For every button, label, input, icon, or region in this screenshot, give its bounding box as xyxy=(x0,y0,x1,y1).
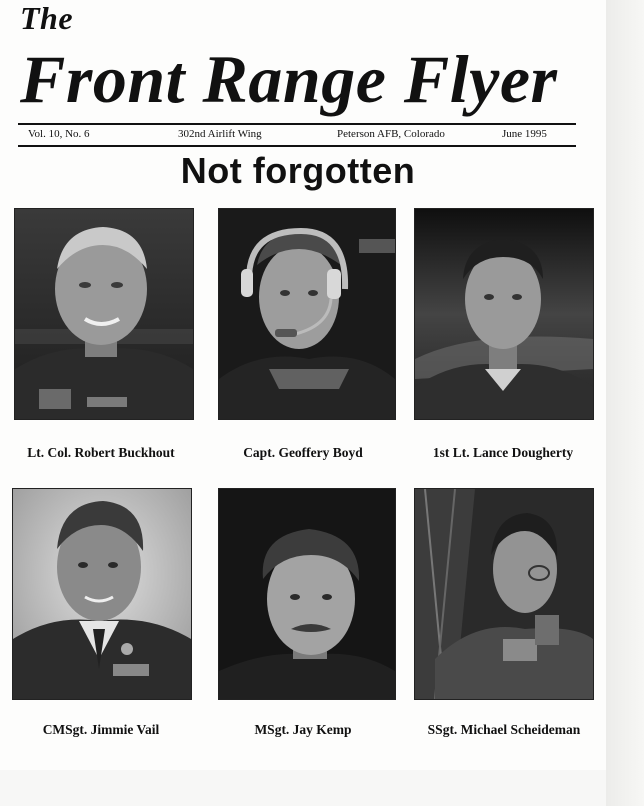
photo-caption: CMSgt. Jimmie Vail xyxy=(42,722,160,737)
issue-date: June 1995 xyxy=(502,128,547,140)
masthead-the: The xyxy=(20,0,74,36)
portrait-photo-kemp xyxy=(218,488,396,700)
portrait-photo-dougherty xyxy=(414,208,594,420)
masthead-rule-bottom xyxy=(18,145,576,147)
portrait-photo-buckhout xyxy=(14,208,194,420)
portrait-photo-boyd xyxy=(218,208,396,420)
photo-caption: Capt. Geoffery Boyd xyxy=(243,445,363,460)
issue-volume: Vol. 10, No. 6 xyxy=(28,128,90,140)
headline: Not forgotten xyxy=(180,150,416,191)
issue-info-bar xyxy=(18,127,576,144)
page-edge-shadow xyxy=(606,0,644,806)
page-bottom-margin xyxy=(0,770,606,806)
photo-caption: Lt. Col. Robert Buckhout xyxy=(27,445,175,460)
masthead-rule-top xyxy=(18,123,576,125)
photo-caption: 1st Lt. Lance Dougherty xyxy=(432,445,574,460)
issue-location: Peterson AFB, Colorado xyxy=(337,128,445,140)
photo-caption: MSgt. Jay Kemp xyxy=(254,722,352,737)
issue-unit: 302nd Airlift Wing xyxy=(178,128,262,140)
portrait-photo-scheideman xyxy=(414,488,594,700)
photo-caption: SSgt. Michael Scheideman xyxy=(427,722,581,737)
masthead-title: Front Range Flyer xyxy=(20,41,558,117)
portrait-photo-vail xyxy=(12,488,192,700)
